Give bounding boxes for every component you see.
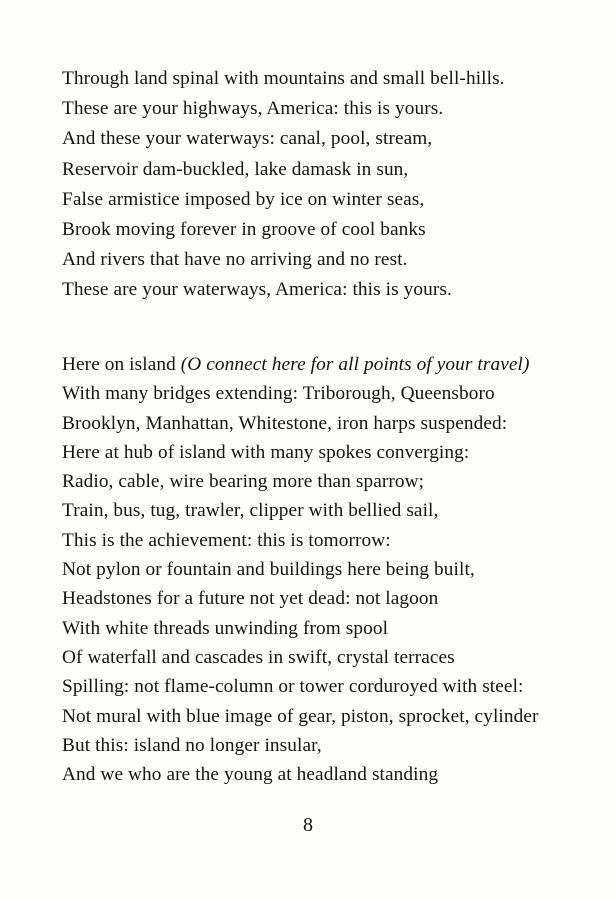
poem-line: Not pylon or fountain and buildings here being built, — [62, 559, 475, 581]
poem-line: Reservoir dam-buckled, lake damask in sun, — [62, 158, 409, 180]
poem-line: Not mural with blue image of gear, piston, sprocket, cylinder — [62, 705, 539, 727]
poem-line: Train, bus, tug, trawler, clipper with bellied sail, — [62, 500, 439, 522]
poem-line: Through land spinal with mountains and small bell-hills. — [62, 68, 505, 89]
poem-line: Headstones for a future not yet dead: not lagoon — [62, 588, 439, 610]
poem-line: And rivers that have no arriving and no rest. — [62, 249, 408, 271]
italic-parenthetical: (O connect here for all points of your travel) — [180, 354, 530, 375]
stanza-1 — [62, 64, 607, 306]
poem-line: These are your waterways, America: this is yours. — [62, 279, 452, 301]
poem-line: But this: island no longer insular, — [62, 734, 322, 756]
poem-line: Here at hub of island with many spokes converging: — [62, 441, 470, 463]
poem-line: These are your highways, America: this is yours. — [62, 98, 444, 120]
poem-line: Of waterfall and cascades in swift, crystal terraces — [62, 646, 455, 668]
poem-line: Brook moving forever in groove of cool banks — [62, 218, 426, 240]
page-number: 8 — [303, 814, 313, 836]
poem-line: This is the achievement: this is tomorrow: — [62, 529, 391, 551]
poem-line: Brooklyn, Manhattan, Whitestone, iron harps suspended: — [62, 412, 508, 434]
poem-line: With white threads unwinding from spool — [62, 617, 389, 639]
stanza-2 — [62, 350, 607, 789]
poem-line: And we who are the young at headland standing — [62, 764, 439, 786]
poem-line: And these your waterways: canal, pool, stream, — [62, 128, 433, 150]
poem-line-with-parenthetical — [62, 350, 607, 379]
poem-line: Radio, cable, wire bearing more than sparrow; — [62, 471, 425, 493]
poem-line: With many bridges extending: Triborough, Queensboro — [62, 383, 495, 405]
poem-line: False armistice imposed by ice on winter seas, — [62, 188, 425, 210]
poem-line: Spilling: not flame-column or tower corduroyed with steel: — [62, 676, 524, 698]
poem-line-start: Here on island — [62, 354, 176, 375]
